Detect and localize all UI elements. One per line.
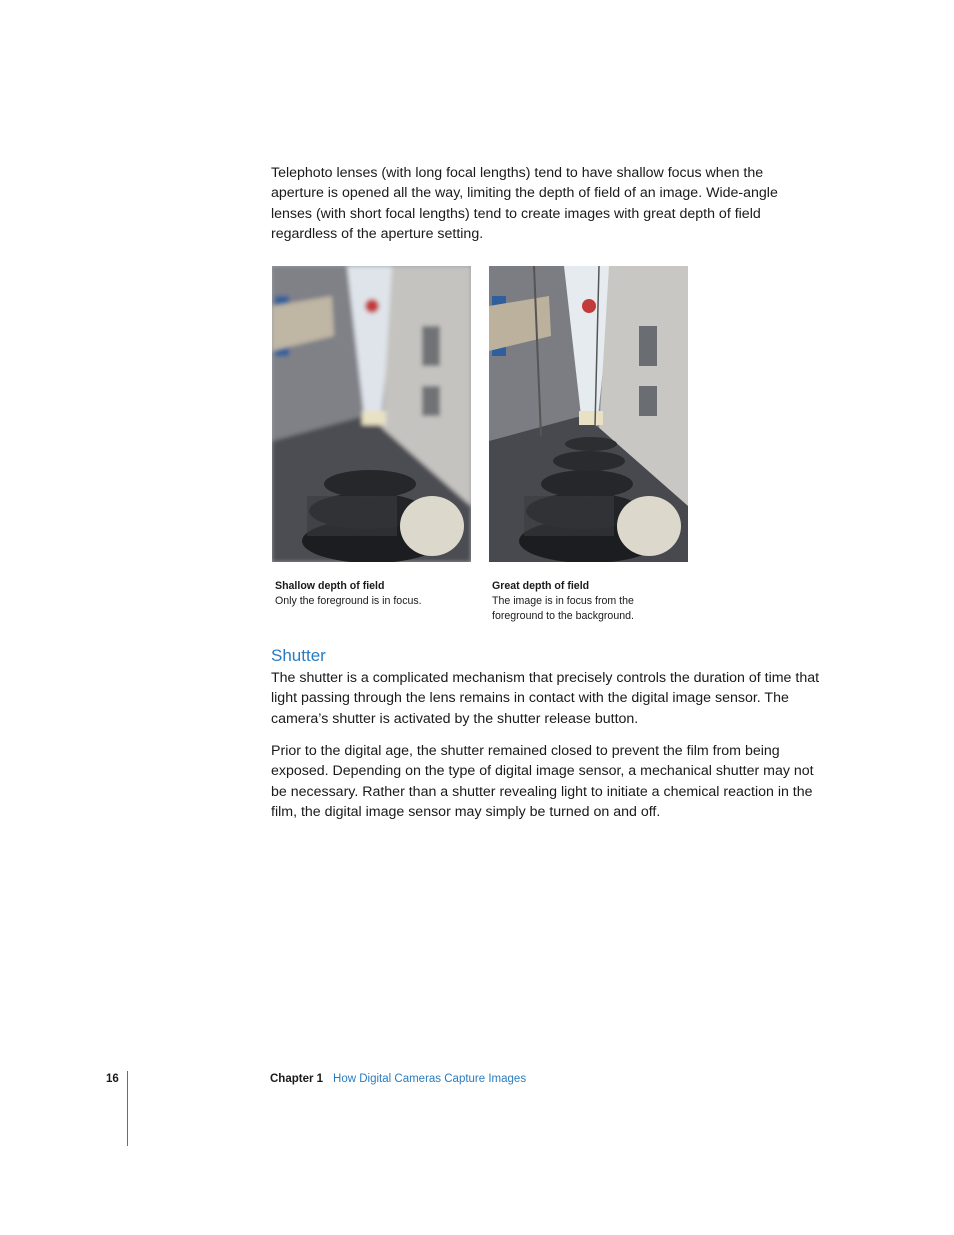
page-number: 16 — [106, 1073, 119, 1085]
intro-paragraph: Telephoto lenses (with long focal lengths) tend to have shallow focus when the aperture is opened all the way, limiting the depth of field of an image. Wide-angle lenses (with short focal lengths) tend to create images with great depth of field regardless of the aperture setting. — [271, 165, 778, 242]
footer-divider — [127, 1071, 128, 1146]
figure-caption-shallow — [275, 579, 465, 609]
section-heading: Shutter — [271, 646, 326, 665]
figure-caption-great — [492, 579, 682, 624]
chapter-title-link[interactable]: How Digital Cameras Capture Images — [333, 1073, 527, 1085]
chapter-label: Chapter 1 — [270, 1073, 324, 1085]
caption-text: The image is in focus from the foreground to the background. — [492, 595, 634, 622]
great-depth-photo — [489, 266, 688, 562]
caption-title: Shallow depth of field — [275, 580, 385, 592]
street-scene-image-great — [489, 266, 688, 562]
caption-text: Only the foreground is in focus. — [275, 595, 422, 607]
shallow-depth-photo — [272, 266, 471, 562]
street-scene-image-shallow — [272, 266, 471, 562]
shutter-paragraph-1: The shutter is a complicated mechanism that precisely controls the duration of time that light passing through the lens remains in contact with the digital image sensor. The camera’s shutter is activated by the shutter release button. — [271, 670, 820, 727]
caption-title: Great depth of field — [492, 580, 590, 592]
shutter-paragraph-2: Prior to the digital age, the shutter remained closed to prevent the film from being exposed. Depending on the type of digital image sensor, a mechanical shutter may not be necessary. Rather than a shutter revealing light to initiate a chemical reaction in the film, the digital image sensor may simply be turned on and off. — [271, 743, 814, 820]
running-footer — [270, 1073, 526, 1085]
